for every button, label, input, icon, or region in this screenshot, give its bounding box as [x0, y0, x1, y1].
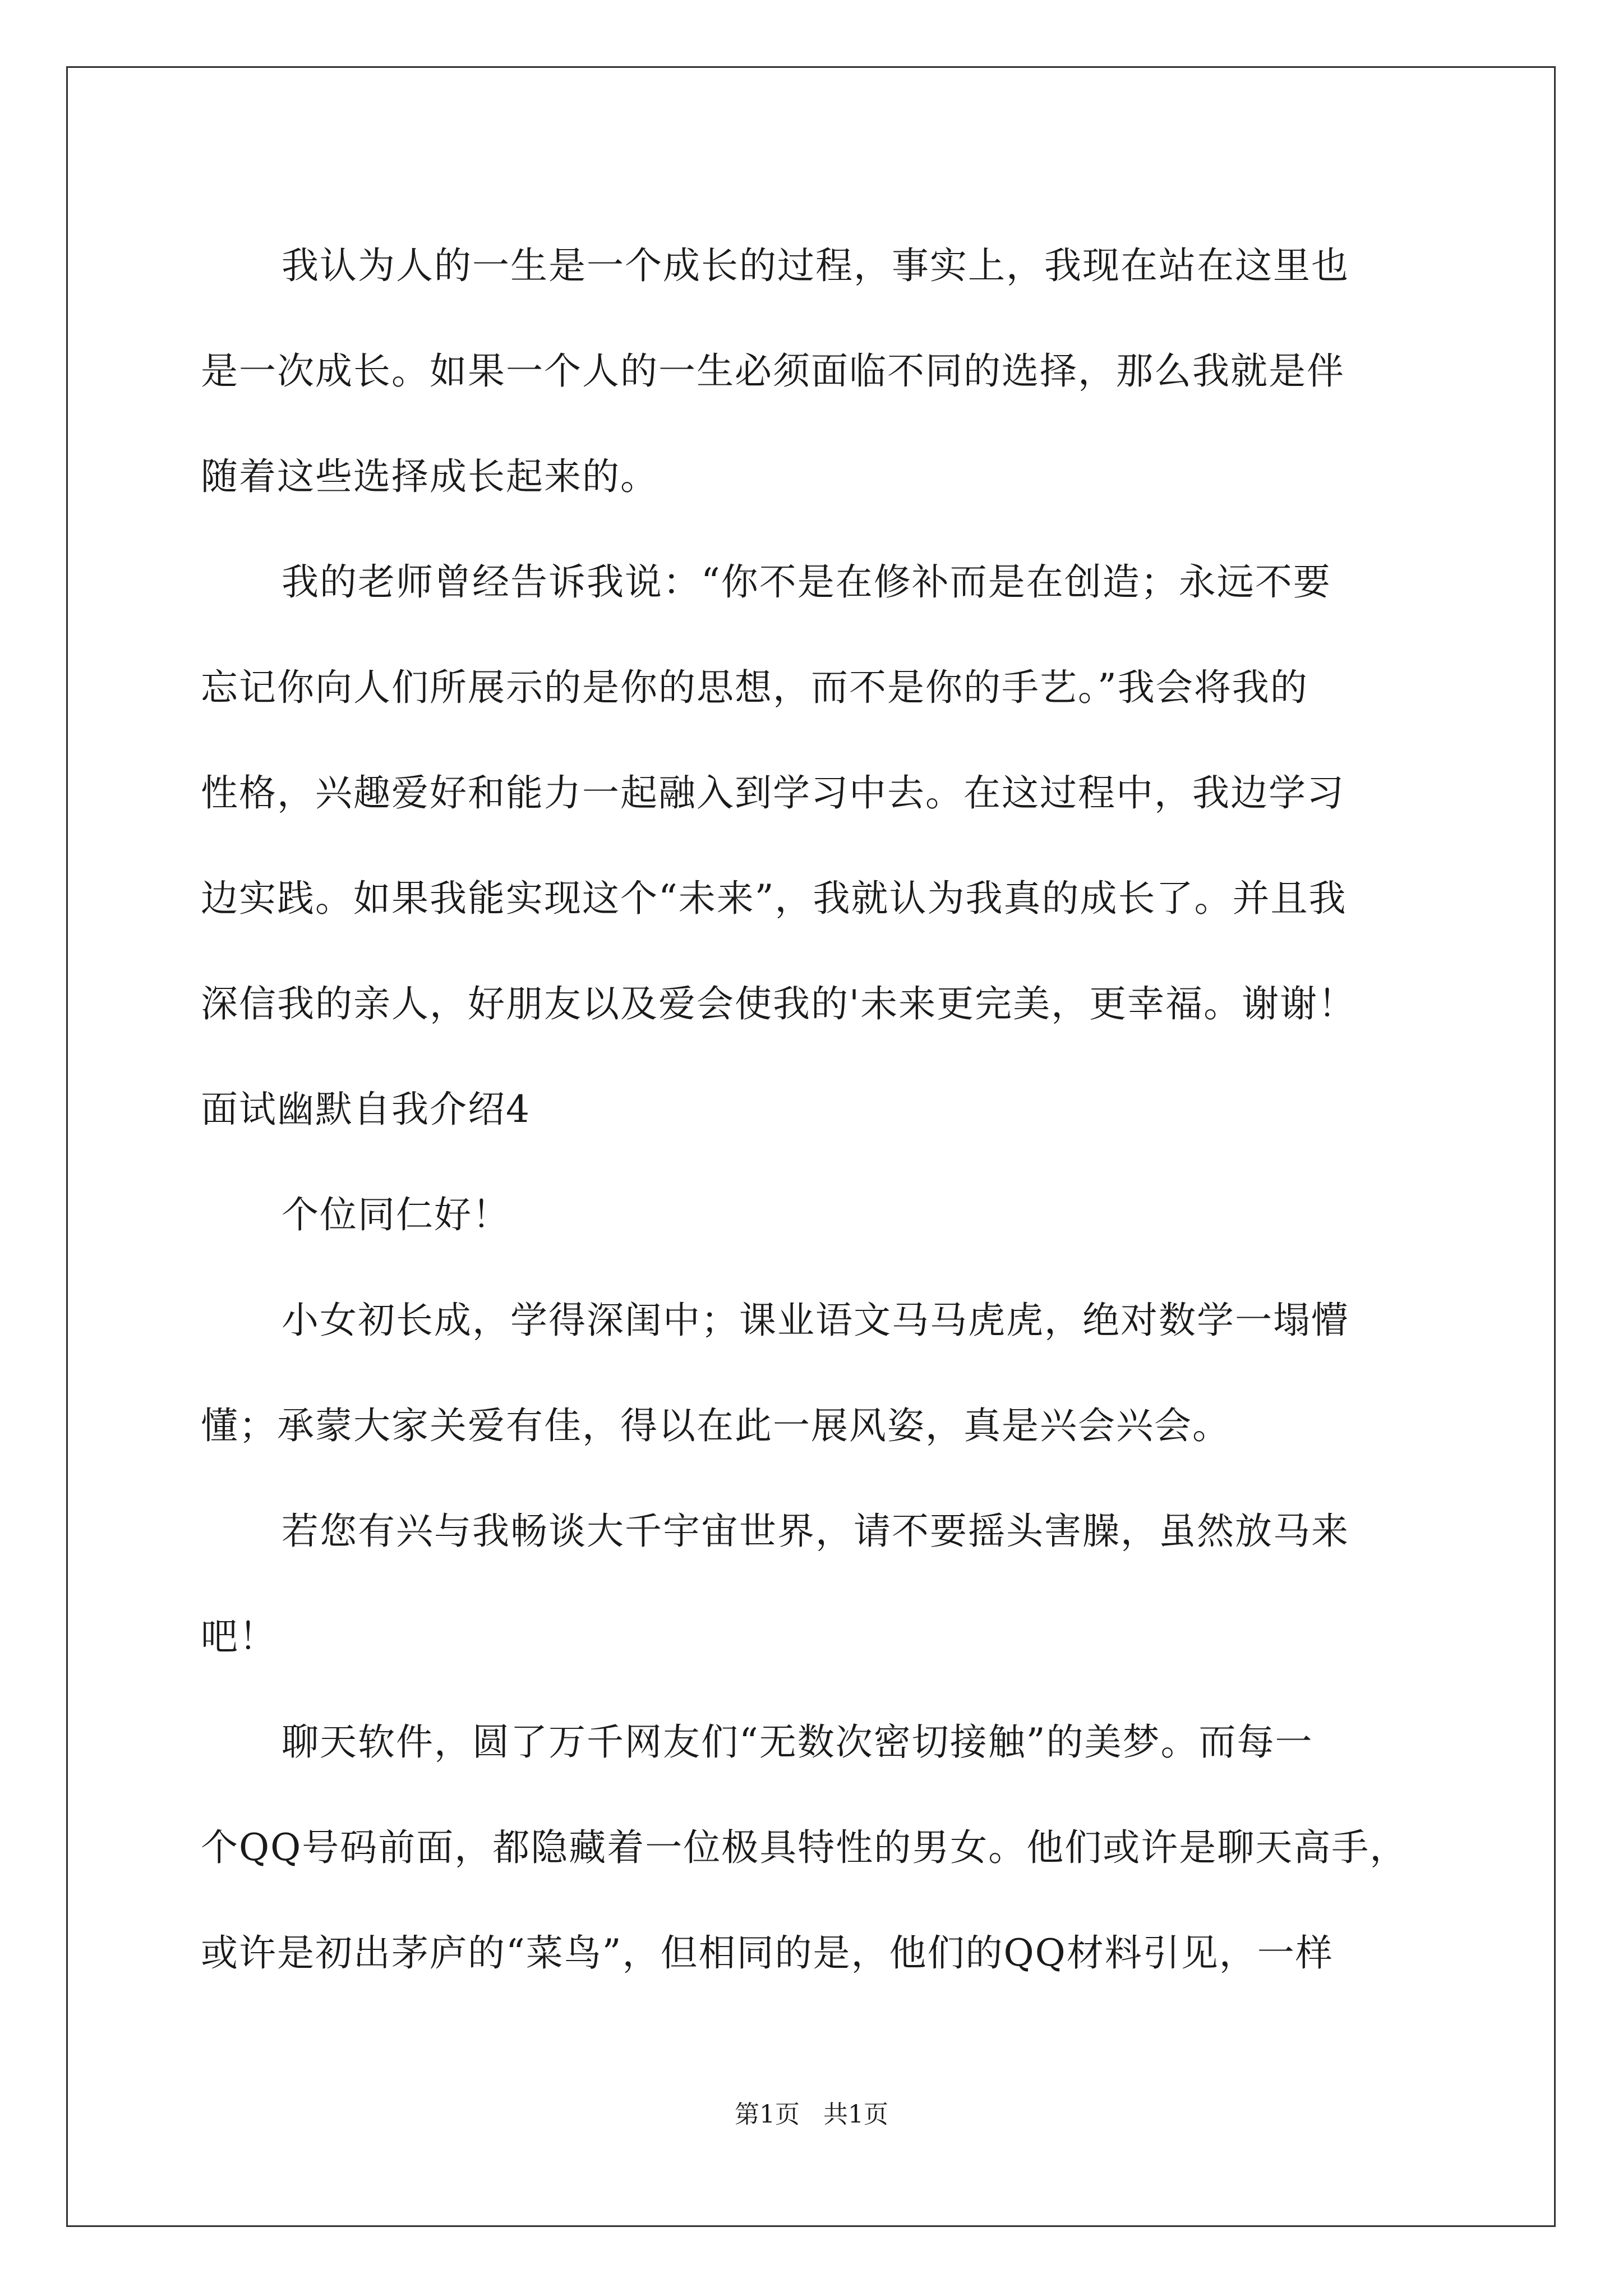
text-line: 小女初长成，学得深闺中；课业语文马马虎虎，绝对数学一塌懵 — [282, 1299, 1349, 1342]
text-line: 吧！ — [201, 1615, 277, 1658]
text-line: 或许是初出茅庐的“菜鸟”，但相同的是，他们的QQ材料引见，一样 — [201, 1931, 1334, 1975]
text-line: 个位同仁好！ — [282, 1193, 510, 1236]
text-line: 忘记你向人们所展示的是你的思想，而不是你的手艺。”我会将我的 — [201, 666, 1308, 709]
text-line: 随着这些选择成长起来的。 — [201, 455, 658, 498]
text-line: 懂；承蒙大家关爱有佳，得以在此一展风姿，真是兴会兴会。 — [201, 1404, 1230, 1447]
document-body — [201, 213, 1441, 2006]
text-line: 我认为人的一生是一个成长的过程，事实上，我现在站在这里也 — [282, 244, 1349, 287]
text-line: 深信我的亲人，好朋友以及爱会使我的'未来更完美，更幸福。谢谢！ — [201, 982, 1357, 1025]
text-line: 性格，兴趣爱好和能力一起融入到学习中去。在这过程中，我边学习 — [201, 771, 1345, 815]
text-line: 若您有兴与我畅谈大千宇宙世界，请不要摇头害臊，虽然放马来 — [282, 1510, 1349, 1553]
section-heading: 面试幽默自我介绍4 — [201, 1088, 531, 1131]
page-number-footer: 第1页 共1页 — [735, 2100, 888, 2129]
text-line: 是一次成长。如果一个人的一生必须面临不同的选择，那么我就是伴 — [201, 349, 1345, 393]
text-line: 个QQ号码前面，都隐藏着一位极具特性的男女。他们或许是聊天高手， — [201, 1826, 1408, 1869]
text-line: 我的老师曾经告诉我说：“你不是在修补而是在创造；永远不要 — [282, 560, 1331, 604]
text-line: 聊天软件，圆了万千网友们“无数次密切接触”的美梦。而每一 — [282, 1720, 1313, 1764]
text-line: 边实践。如果我能实现这个“未来”，我就认为我真的成长了。并且我 — [201, 877, 1347, 920]
